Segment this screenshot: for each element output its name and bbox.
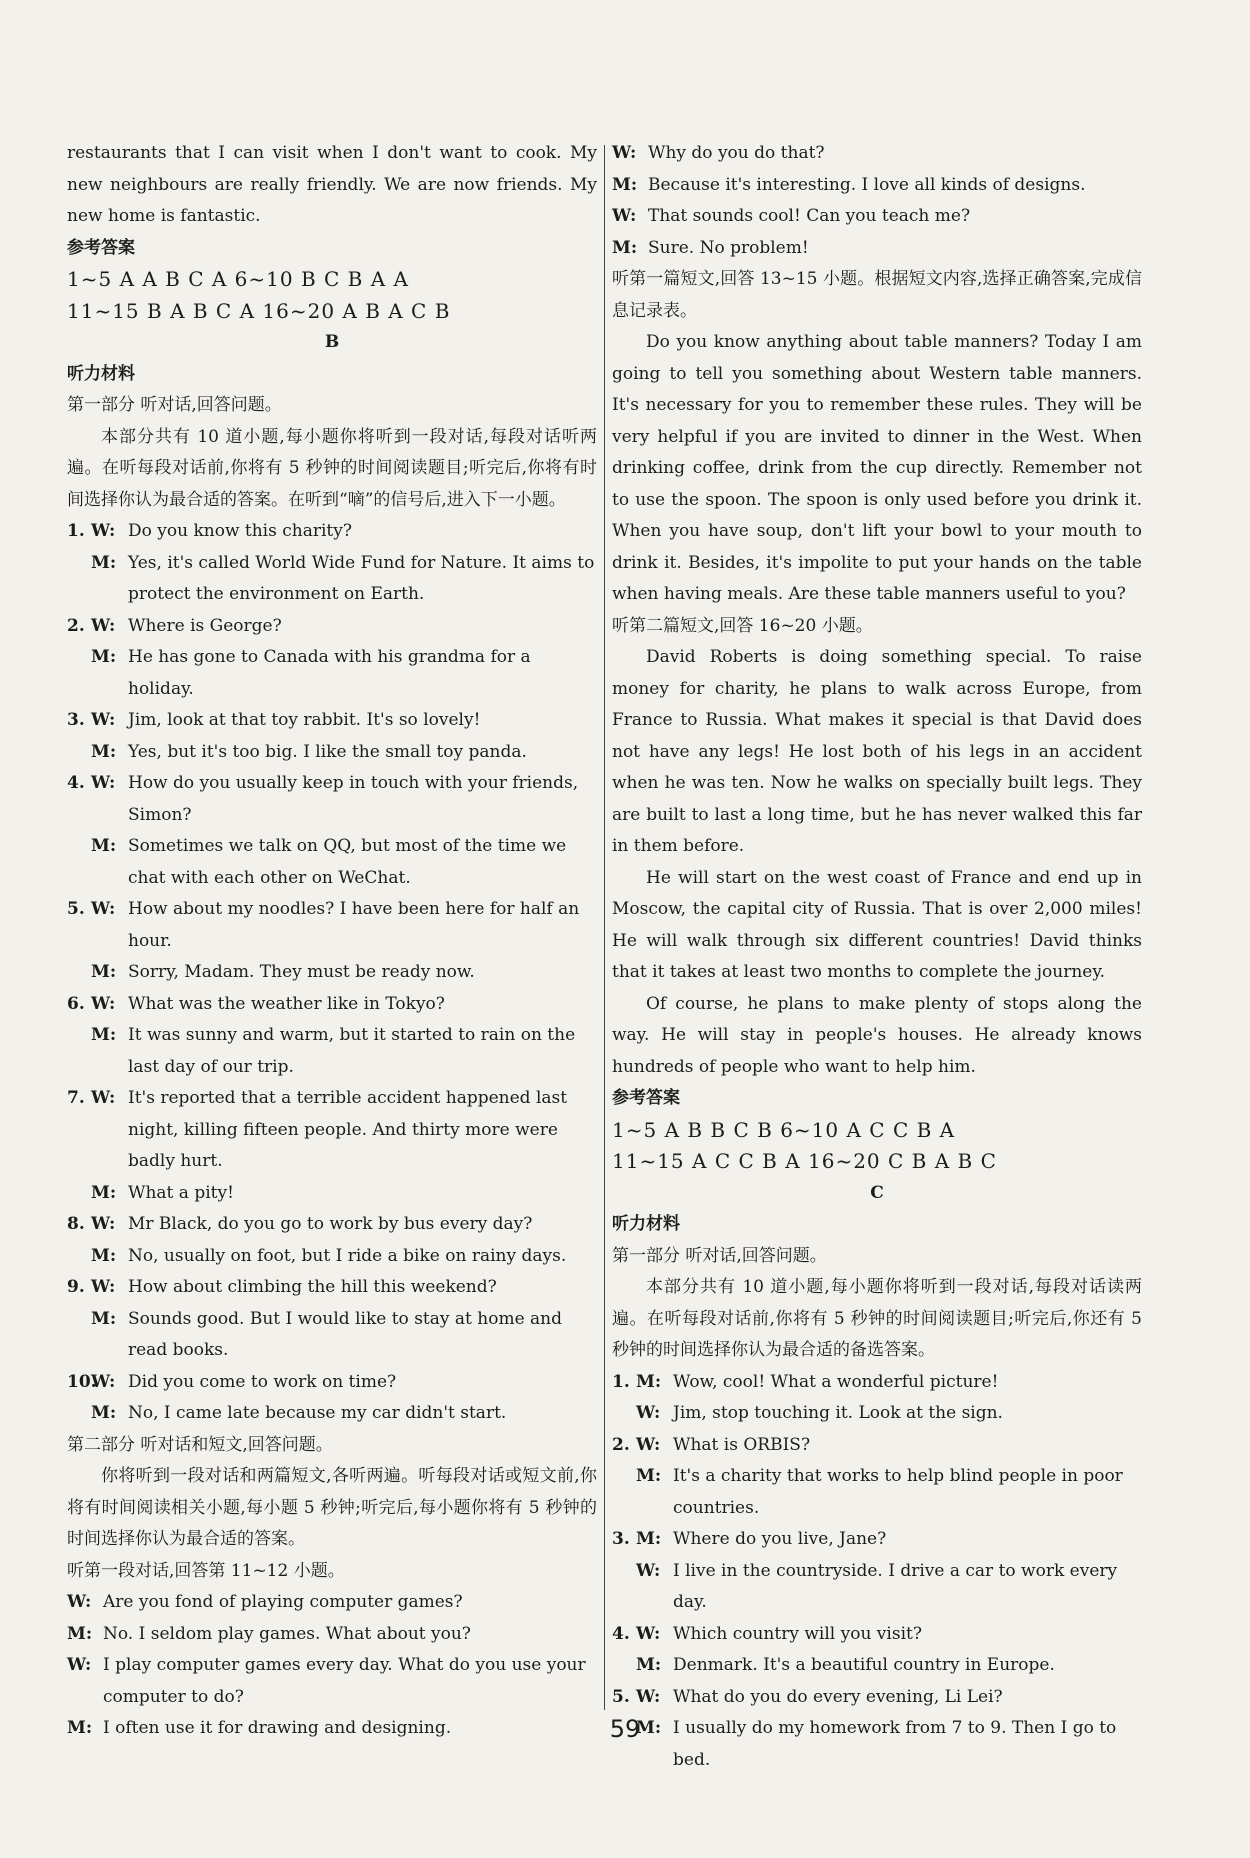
list-item: 1. W: Do you know this charity? [67, 521, 352, 541]
list-item: 3. W: Jim, look at that toy rabbit. It's so lovely! [67, 710, 481, 730]
answers-line: 1~5 A B B C B 6~10 A C C B A [612, 1117, 956, 1142]
list-item: M: He has gone to Canada with his grandma for a holiday. [91, 647, 531, 699]
list-item: M: No, I came late because my car didn't start. [91, 1403, 507, 1423]
dialogue-line: W: I play computer games every day. What do you use your computer to do? [67, 1655, 586, 1707]
list-item: M: Sometimes we talk on QQ, but most of the time we chat with each other on WeChat. [91, 836, 567, 888]
dialogue-line: W: Why do you do that? [612, 143, 825, 163]
answers-line: 1~5 A A B C A 6~10 B C B A A [67, 267, 409, 291]
answers-line: 11~15 A C C B A 16~20 C B A B C [612, 1149, 997, 1173]
list-item: 2. W: Where is George? [67, 615, 282, 636]
list-item: 1. M: Wow, cool! What a wonderful picture! [612, 1371, 999, 1392]
list-item: 6. W: What was the weather like in Tokyo? [67, 993, 445, 1014]
part-instructions: 你将听到一段对话和两篇短文,各听两遍。听每段对话或短文前,你将有时间阅读相关小题,每小题 5 秒钟;听完后,每小题你将有 5 秒钟的时间选择你认为最合适的答案。 [67, 1466, 597, 1549]
dialogue-line: M: I often use it for drawing and designing. [67, 1718, 452, 1738]
list-item: 10. W: Did you come to work on time? [67, 1371, 397, 1392]
passage-paragraph: Do you know anything about table manners? Today I am going to tell you something about Western table manners. It's necessary for you to remember these rules. They will be very helpful if you are invited to dinner in the West. When drinking coffee, drink from the cup directly. Remember not to use the spoon. The spoon is only used before you drink it. When you have soup, don't lift your bowl to your mouth to drink it. Besides, it's impolite to put your hands on the table when having meals. Are these table manners useful to you? [612, 332, 1142, 604]
list-item: 2. W: What is ORBIS? [612, 1434, 811, 1455]
part-instructions: 本部分共有 10 道小题,每小题你将听到一段对话,每段对话读两遍。在听每段对话前,你将有 5 秒钟的时间阅读题目;听完后,你还有 5 秒钟的时间选择你认为最合适的备选答案。 [612, 1277, 1142, 1360]
passage-paragraph: David Roberts is doing something special. To raise money for charity, he plans to walk across Europe, from France to Russia. What makes it special is that David does not have any legs! He lost both of his legs in an accident when he was ten. Now he walks on specially built legs. They are built to last a long time, but he has never walked this far in them before. [612, 647, 1142, 856]
list-item: M: Yes, but it's too big. I like the small toy panda. [91, 741, 527, 762]
list-item: 5. W: What do you do every evening, Li Lei? [612, 1686, 1003, 1707]
section-letter: B [324, 332, 340, 352]
list-item: 7. W: It's reported that a terrible accident happened last night, killing fifteen people. And thirty more were badly hurt. [67, 1088, 568, 1171]
part-title: 第二部分 听对话和短文,回答问题。 [67, 1434, 333, 1455]
list-item: 3. M: Where do you live, Jane? [612, 1529, 887, 1549]
dialogue-line: W: That sounds cool! Can you teach me? [612, 206, 971, 226]
materials-heading: 听力材料 [612, 1214, 680, 1234]
part-title: 第一部分 听对话,回答问题。 [612, 1245, 827, 1266]
right-column [612, 138, 1142, 1776]
part-instructions: 本部分共有 10 道小题,每小题你将听到一段对话,每段对话听两遍。在听每段对话前,你将有 5 秒钟的时间阅读题目;听完后,你将有时间选择你认为最合适的答案。在听到“嘀”的信号后,进入下一小题。 [67, 426, 597, 510]
left-items [67, 516, 597, 1430]
dialogue-line: M: No. I seldom play games. What about you? [67, 1623, 471, 1644]
list-item: W: Jim, stop touching it. Look at the sign. [636, 1403, 1003, 1423]
passage-intro: 听第一篇短文,回答 13~15 小题。根据短文内容,选择正确答案,完成信息记录表。 [612, 269, 1142, 321]
section-letter: C [870, 1182, 884, 1203]
list-item: M: Sorry, Madam. They must be ready now. [91, 962, 475, 982]
list-item: 9. W: How about climbing the hill this weekend? [67, 1277, 497, 1297]
list-item: M: What a pity! [91, 1182, 234, 1203]
list-item: 4. W: Which country will you visit? [612, 1623, 922, 1644]
list-item: M: I usually do my homework from 7 to 9. Then I go to bed. [636, 1718, 1117, 1770]
passage-intro: 听第二篇短文,回答 16~20 小题。 [612, 615, 873, 636]
list-item: M: Yes, it's called World Wide Fund for Nature. It aims to protect the environment on Earth. [91, 552, 595, 604]
list-item: M: It was sunny and warm, but it started to rain on the last day of our trip. [91, 1025, 576, 1077]
intro-paragraph: restaurants that I can visit when I don't want to cook. My new neighbours are really friendly. We are now friends. My new home is fantastic. [67, 143, 597, 226]
answers-heading: 参考答案 [612, 1088, 680, 1108]
dialogue-line: W: Are you fond of playing computer games? [67, 1592, 463, 1612]
part-title: 第一部分 听对话,回答问题。 [67, 395, 282, 415]
materials-heading: 听力材料 [67, 363, 135, 384]
dialogue-line: M: Because it's interesting. I love all kinds of designs. [612, 174, 1086, 195]
passage-paragraph: Of course, he plans to make plenty of stops along the way. He will stay in people's houses. He already knows hundreds of people who want to help him. [612, 993, 1142, 1077]
list-item: M: No, usually on foot, but I ride a bike on rainy days. [91, 1245, 567, 1266]
answers-heading: 参考答案 [67, 237, 135, 258]
list-item: 5. W: How about my noodles? I have been here for half an hour. [67, 899, 580, 951]
column-divider [604, 145, 605, 1710]
list-item: 4. W: How do you usually keep in touch with your friends, Simon? [67, 773, 579, 825]
answers-line: 11~15 B A B C A 16~20 A B A C B [67, 298, 451, 323]
list-item: M: It's a charity that works to help blind people in poor countries. [636, 1466, 1123, 1518]
left-column [67, 138, 597, 1745]
list-item: W: I live in the countryside. I drive a car to work every day. [636, 1560, 1118, 1612]
dialogue-line: M: Sure. No problem! [612, 237, 809, 258]
passage-paragraph: He will start on the west coast of France and end up in Moscow, the capital city of Russia. That is over 2,000 miles! He will walk through six different countries! David thinks that it takes at least two months to complete the journey. [612, 867, 1142, 982]
dialogue-intro: 听第一段对话,回答第 11~12 小题。 [67, 1560, 345, 1581]
list-item: M: Sounds good. But I would like to stay at home and read books. [91, 1308, 562, 1360]
list-item: 8. W: Mr Black, do you go to work by bus every day? [67, 1214, 533, 1234]
list-item: M: Denmark. It's a beautiful country in Europe. [636, 1655, 1055, 1675]
page-number: 59 [609, 1715, 641, 1743]
